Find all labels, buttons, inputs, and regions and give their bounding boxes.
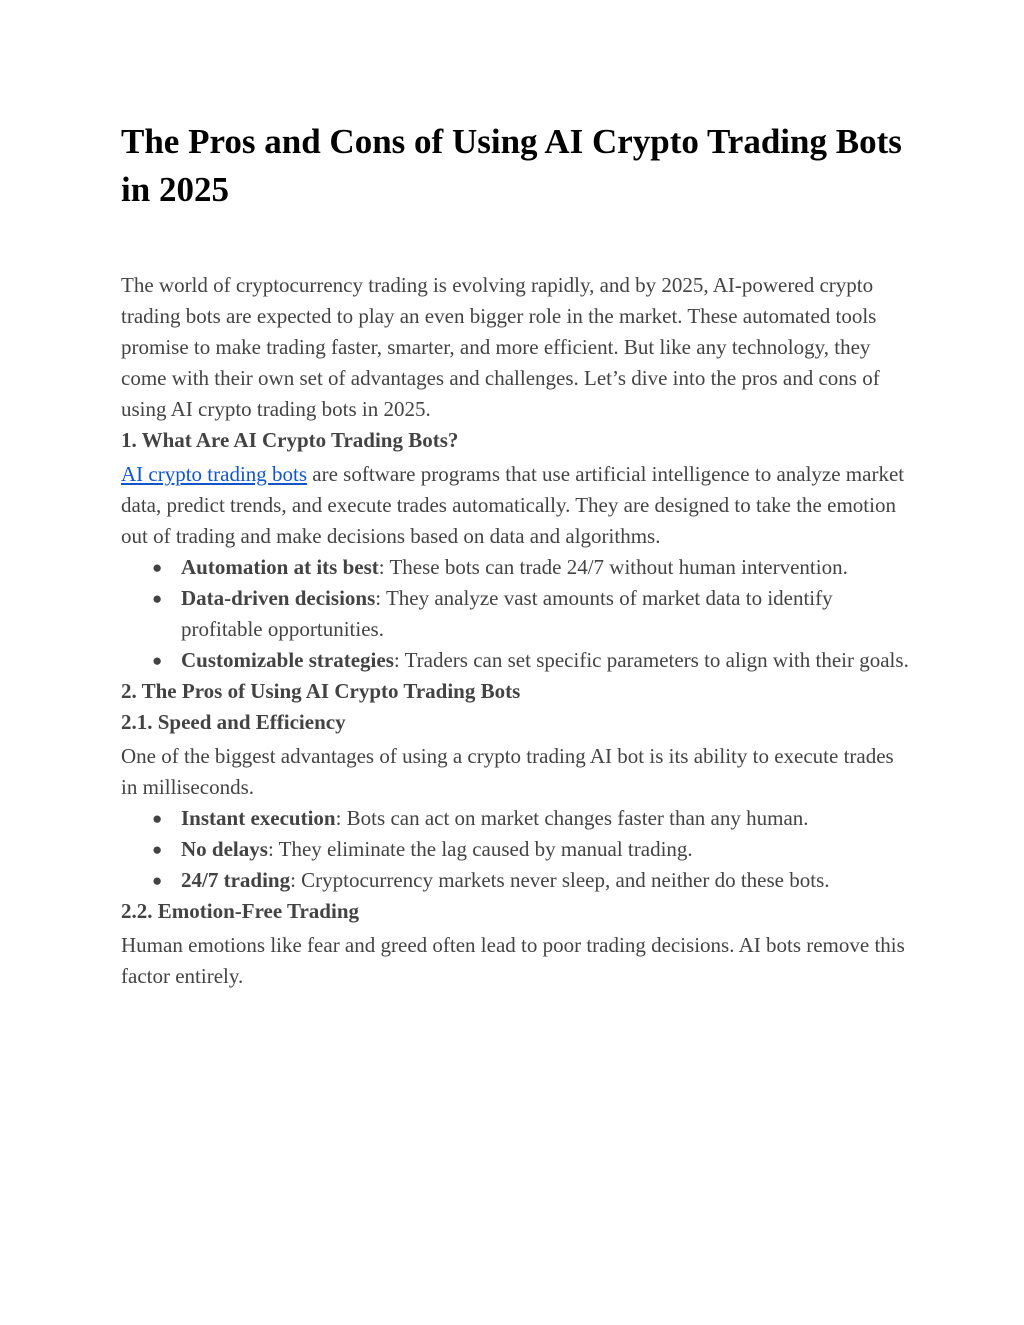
section1-paragraph (121, 459, 911, 552)
bullet-icon: ● (152, 589, 163, 608)
bullet-icon: ● (152, 840, 163, 859)
list-item-term: 24/7 trading (181, 868, 291, 892)
list-item (121, 834, 911, 865)
list-item-text: : Bots can act on market changes faster than any human. (335, 806, 809, 830)
list-item-term: No delays (181, 837, 268, 861)
list-item-term: Data-driven decisions (181, 586, 376, 610)
document-page (121, 118, 911, 992)
subsection-heading-speed: 2.1. Speed and Efficiency (121, 710, 346, 734)
bullet-icon: ● (152, 558, 163, 577)
bullet-icon: ● (152, 871, 163, 890)
list-item (121, 583, 911, 645)
page-title: The Pros and Cons of Using AI Crypto Trading Bots in 2025 (121, 122, 902, 209)
list-item (121, 803, 911, 834)
list-item-term: Customizable strategies (181, 648, 394, 672)
list-item-text: : They eliminate the lag caused by manual trading. (267, 837, 693, 861)
list-item (121, 865, 911, 896)
list-item (121, 552, 911, 583)
ai-crypto-trading-bots-link[interactable]: AI crypto trading bots (121, 462, 308, 486)
list-item-term: Instant execution (181, 806, 336, 830)
bullet-icon: ● (152, 651, 163, 670)
subsection-speed-bullet-list (121, 803, 911, 896)
subsection-heading-emotion-free: 2.2. Emotion-Free Trading (121, 899, 359, 923)
section1-bullet-list (121, 552, 911, 676)
subsection-speed-paragraph: One of the biggest advantages of using a crypto trading AI bot is its ability to execute trades in milliseconds. (121, 744, 894, 799)
list-item-text: : Traders can set specific parameters to align with their goals. (393, 648, 909, 672)
bullet-icon: ● (152, 809, 163, 828)
list-item-term: Automation at its best (181, 555, 379, 579)
intro-paragraph: The world of cryptocurrency trading is evolving rapidly, and by 2025, AI-powered crypto trading bots are expected to play an even bigger role in the market. These automated tools promise to make trading faster, smarter, and more efficient. But like any technology, they come with their own set of advantages and challenges. Let’s dive into the pros and cons of using AI crypto trading bots in 2025. (121, 273, 880, 421)
section-heading-what-are-bots: 1. What Are AI Crypto Trading Bots? (121, 428, 459, 452)
list-item-text: : They analyze vast amounts of market data to identify profitable opportunities. (181, 586, 833, 641)
list-item-text: : These bots can trade 24/7 without human intervention. (378, 555, 848, 579)
subsection-emotion-paragraph: Human emotions like fear and greed often lead to poor trading decisions. AI bots remove this factor entirely. (121, 933, 905, 988)
section-heading-pros: 2. The Pros of Using AI Crypto Trading Bots (121, 679, 521, 703)
section1-body-text: are software programs that use artificial intelligence to analyze market data, predict trends, and execute trades automatically. They are designed to take the emotion out of trading and make decisions based on data and algorithms. (121, 462, 905, 548)
list-item-text: : Cryptocurrency markets never sleep, and neither do these bots. (290, 868, 830, 892)
list-item (121, 645, 911, 676)
